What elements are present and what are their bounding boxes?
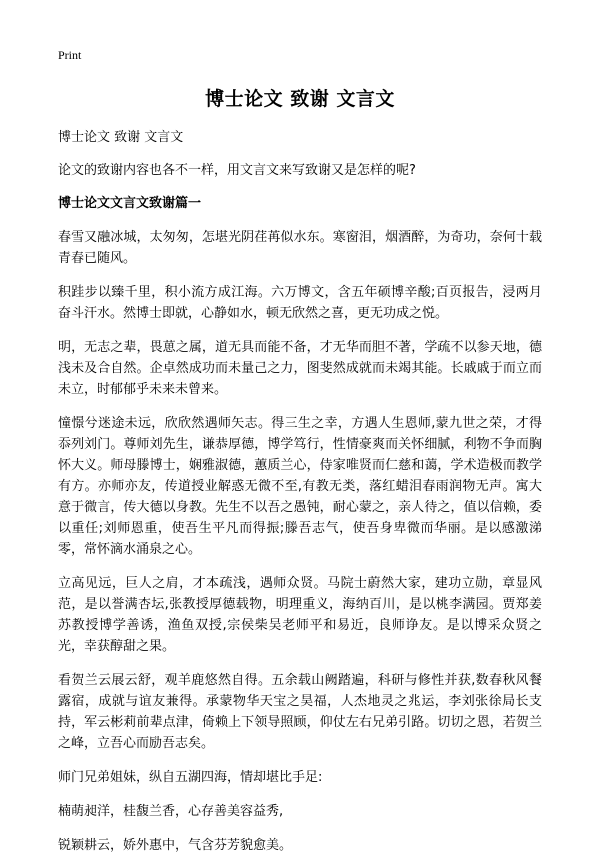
body-paragraph-8: 楠萌昶洋，桂馥兰香，心存善美容益秀, xyxy=(58,804,284,819)
section-heading: 博士论文文言文致谢篇一 xyxy=(58,196,202,211)
body-paragraph-4: 憧憬兮迷途未远，欣欣然遇师矢志。得三生之幸，方遇人生恩师,蒙九世之荣，才得忝列刘门。尊师刘先生，谦恭厚德，博学笃行，性情豪爽而关怀细腻，利物不争而胸怀大义。师母滕博士，娴雅淑德，蕙质兰心，侍家唯贤而仁慈和蔼，学术造极而教学有方。亦师亦友，传道授业解惑无微不至,有教无类，落红蜡泪春雨润物无声。寓大意于微言，传大德以身教。先生不以吾之愚钝，耐心蒙之，亲人待之，值以信赖，委以重任;刘师恩重，使吾生平凡而得振;滕吾志气，使吾身卑微而华丽。是以感激涕零，常怀滴水涌泉之心。 xyxy=(58,416,542,557)
body-paragraph-2: 积跬步以臻千里，积小流方成江海。六万博文，含五年硕博辛酸;百页报告，浸两月奋斗汗水。然博士即就，心静如水，顿无欣然之喜，更无功成之悦。 xyxy=(58,285,542,321)
intro-paragraph: 论文的致谢内容也各不一样，用文言文来写致谢又是怎样的呢? xyxy=(58,163,416,178)
body-paragraph-6: 看贺兰云展云舒，观羊鹿悠然自得。五余载山阙踏遍，科研与修性并获,数春秋风餐露宿，成就与谊友兼得。承蒙物华天宝之昊福，人杰地灵之兆运，李刘张徐局长支持，军云彬莉前辈点津，倚赖上下领导照顾，仰仗左右兄弟引路。切切之恩，若贺兰之峰，立吾心而励吾志矣。 xyxy=(58,673,542,751)
body-paragraph-5: 立高见远，巨人之肩，才本疏浅，遇师众贤。马院士蔚然大家，建功立勋，章显风范，是以誉满杏坛,张教授厚德载物，明理重义，海纳百川，是以桃李满园。贾郑姜苏教授博学善诱，渔鱼双授,宗侯柴吴老师平和易近，良师诤友。是以博采众贤之光，幸获醇甜之果。 xyxy=(58,576,542,654)
print-link[interactable]: Print xyxy=(58,48,82,62)
body-paragraph-3: 明，无志之辈，畏葸之属，道无具而能不备，才无华而胆不著，学疏不以参天地，德浅未及合自然。企卓然成功而未量己之力，图斐然成就而未竭其能。长戚戚于而立而未立，时郁郁乎未来未曾来。 xyxy=(58,340,542,397)
body-paragraph-1: 春雪又融冰城，太匆匆，怎堪光阴荏苒似水东。寒窗泪，烟酒醉，为奇功，奈何十载青春已随风。 xyxy=(58,230,542,266)
body-paragraph-7: 师门兄弟姐妹，纵自五湖四海，情却堪比手足: xyxy=(58,770,323,785)
body-paragraph-9: 锐颖耕云，娇外惠中，气含芬芳貌愈美。 xyxy=(58,838,293,853)
document-title: 博士论文 致谢 文言文 xyxy=(205,88,395,110)
document-subtitle: 博士论文 致谢 文言文 xyxy=(58,130,184,145)
